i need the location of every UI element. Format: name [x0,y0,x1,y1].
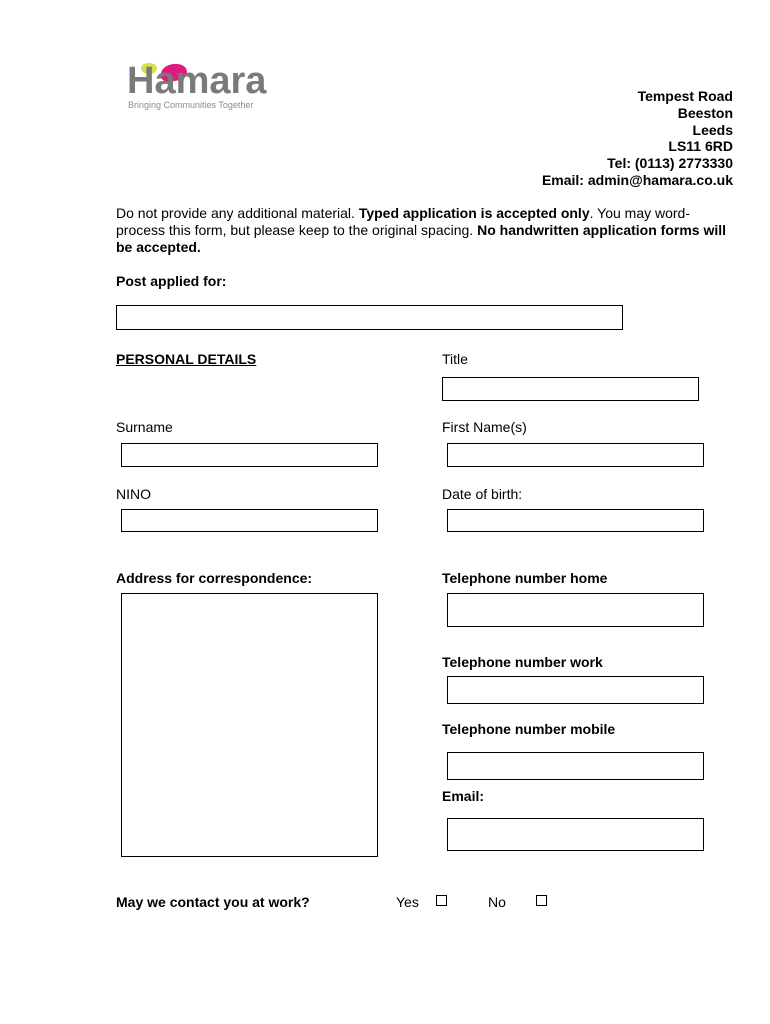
correspondence-address-label: Address for correspondence: [116,570,313,586]
title-label: Title [442,351,468,367]
post-applied-label: Post applied for: [116,273,227,289]
date-of-birth-input[interactable] [447,509,704,532]
telephone-home-input[interactable] [447,593,704,627]
address-line2: Beeston [677,104,733,121]
surname-input[interactable] [121,443,378,467]
organisation-address [542,88,733,189]
logo-wordmark: Hamara [127,60,267,102]
telephone-home-label: Telephone number home [442,570,608,586]
contact-no-checkbox[interactable] [536,895,547,906]
contact-yes-label: Yes [396,894,419,910]
telephone-work-input[interactable] [447,676,704,704]
intro-text-1: Do not provide any additional material. [116,205,359,221]
address-email: Email: admin@hamara.co.uk [541,171,733,188]
address-line1: Tempest Road [637,88,733,104]
date-of-birth-label: Date of birth: [442,486,523,502]
telephone-mobile-label: Telephone number mobile [442,721,616,737]
email-label: Email: [442,788,485,804]
contact-yes-option [396,894,419,910]
contact-no-option [488,894,506,910]
personal-details-heading: PERSONAL DETAILS [116,351,257,367]
contact-at-work-question: May we contact you at work? [116,894,310,910]
first-names-input[interactable] [447,443,704,467]
logo-tagline: Bringing Communities Together [128,100,254,110]
first-names-label: First Name(s) [442,419,527,435]
intro-text-3: . You may word-process this form, but please keep to the original spacing. [116,205,690,238]
address-line3: Leeds [692,121,733,138]
intro-text-4: No handwritten application forms will be accepted. [116,222,726,255]
telephone-work-label: Telephone number work [442,654,603,670]
contact-yes-checkbox[interactable] [436,895,447,906]
contact-no-label: No [488,894,506,910]
instructions-paragraph [116,205,736,256]
post-applied-input[interactable] [116,305,623,330]
nino-input[interactable] [121,509,378,532]
telephone-mobile-input[interactable] [447,752,704,780]
intro-text-2: Typed application is accepted only [358,205,590,221]
correspondence-address-input[interactable] [121,593,378,857]
nino-label: NINO [116,486,151,502]
address-telephone: Tel: (0113) 2773330 [607,155,733,172]
address-postcode: LS11 6RD [668,138,733,155]
title-input[interactable] [442,377,699,401]
email-input[interactable] [447,818,704,851]
surname-label: Surname [116,419,173,435]
